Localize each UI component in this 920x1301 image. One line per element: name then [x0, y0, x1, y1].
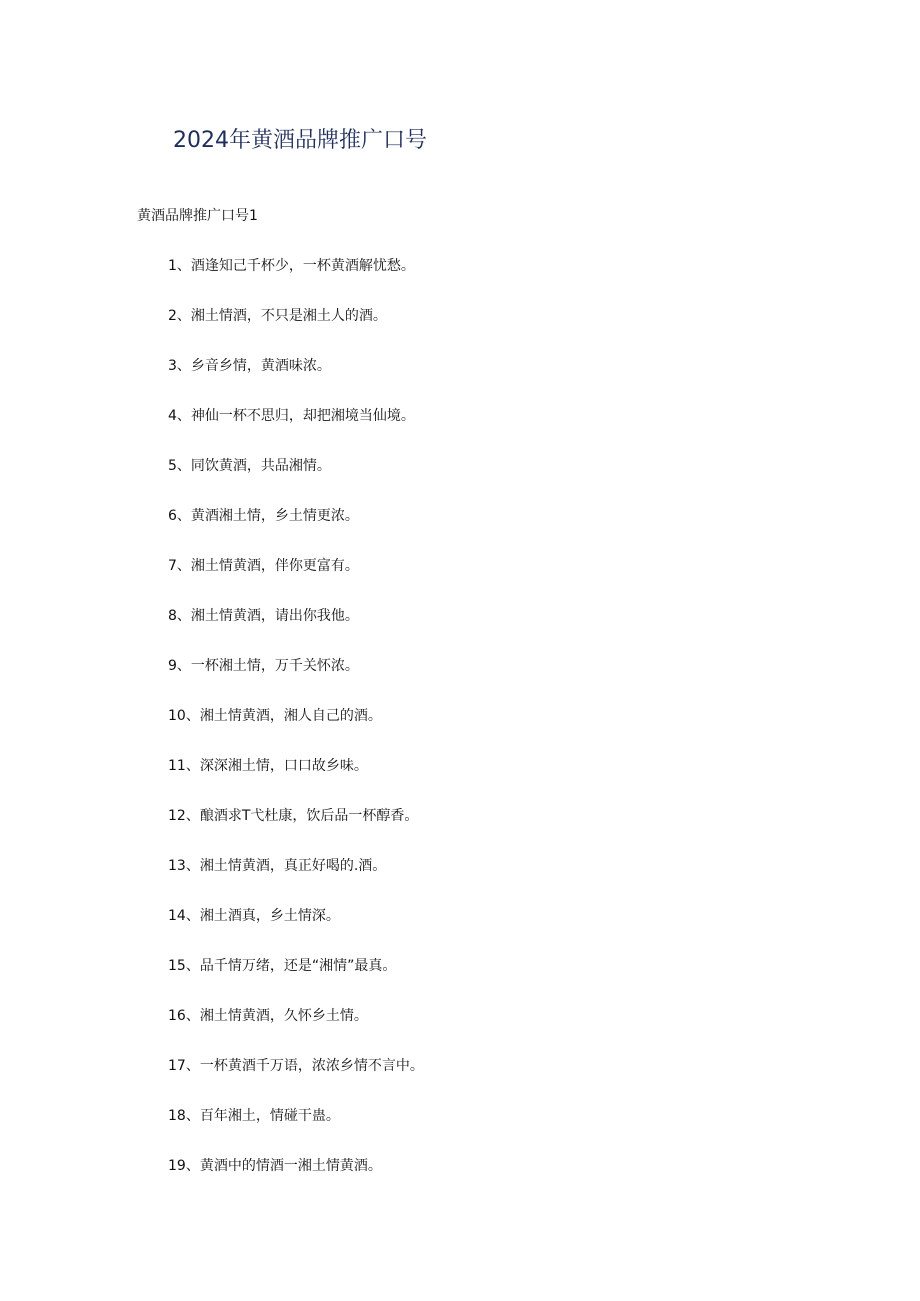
section-heading: 黄酒品牌推广口号1: [137, 208, 258, 224]
list-item: 9、一杯湘土情，万千关怀浓。: [168, 658, 359, 674]
list-item: 13、湘土情黄酒，真正好喝的.酒。: [168, 858, 387, 874]
document-title: 2024年黄酒品牌推广口号: [173, 128, 427, 153]
slogan-list: [168, 255, 424, 1205]
list-item: 10、湘土情黄酒，湘人自己的酒。: [168, 708, 382, 724]
list-item: 11、深深湘土情，口口故乡味。: [168, 758, 368, 774]
list-item: 2、湘土情酒，不只是湘土人的酒。: [168, 308, 387, 324]
list-item: 14、湘土酒真，乡土情深。: [168, 908, 340, 924]
list-item: 17、一杯黄酒千万语，浓浓乡情不言中。: [168, 1058, 424, 1074]
list-item: 1、酒逢知己千杯少，一杯黄酒解忧愁。: [168, 258, 415, 274]
list-item: 15、品千情万绪，还是“湘情”最真。: [168, 958, 397, 974]
list-item: 16、湘土情黄酒，久怀乡土情。: [168, 1008, 368, 1024]
list-item: 7、湘土情黄酒，伴你更富有。: [168, 558, 359, 574]
list-item: 5、同饮黄酒，共品湘情。: [168, 458, 331, 474]
list-item: 6、黄酒湘土情，乡土情更浓。: [168, 508, 359, 524]
list-item: 4、神仙一杯不思归，却把湘境当仙境。: [168, 408, 415, 424]
list-item: 19、黄酒中的情酒一湘土情黄酒。: [168, 1158, 382, 1174]
list-item: 8、湘土情黄酒，请出你我他。: [168, 608, 359, 624]
list-item: 3、乡音乡情，黄酒味浓。: [168, 358, 331, 374]
list-item: 12、酿酒求T弋杜康，饮后品一杯醇香。: [168, 808, 419, 824]
list-item: 18、百年湘土，情碰干蛊。: [168, 1108, 340, 1124]
